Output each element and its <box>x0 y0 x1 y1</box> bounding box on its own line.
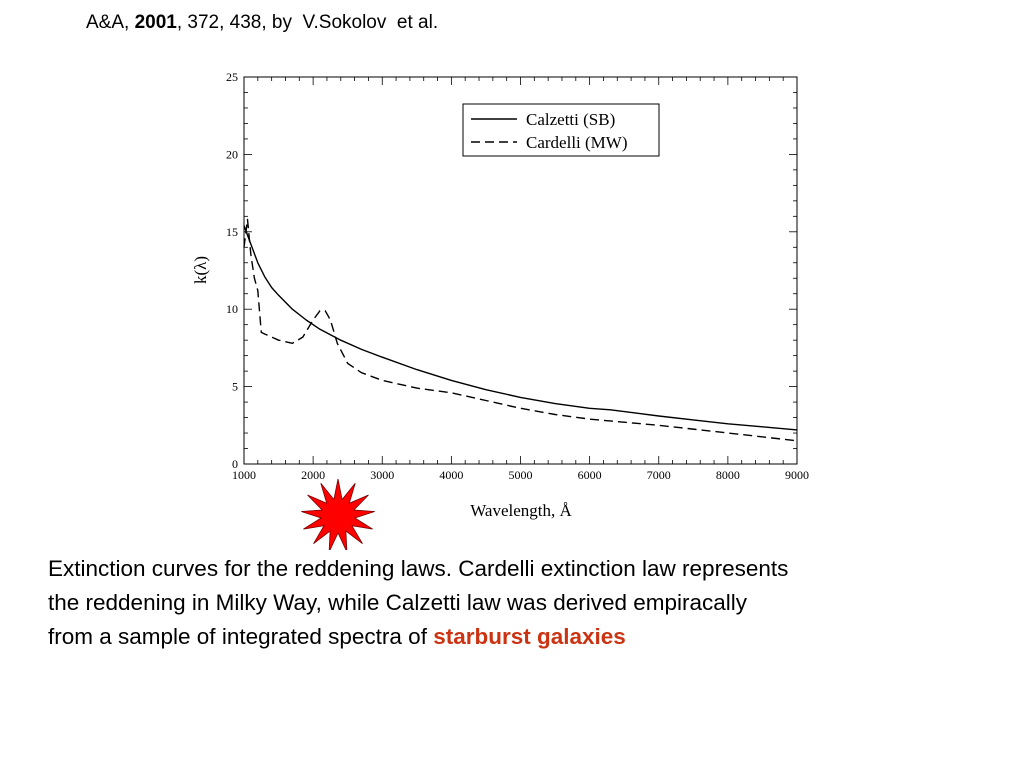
caption-line-3-prefix: from a sample of integrated spectra of <box>48 624 434 649</box>
y-tick-label: 5 <box>232 379 238 394</box>
starburst-shape <box>301 479 374 550</box>
series-line-calzetti <box>244 226 797 430</box>
red-starburst-icon <box>301 479 374 550</box>
x-tick-label: 6000 <box>577 468 602 482</box>
y-tick-label: 15 <box>226 224 238 239</box>
y-tick-label: 25 <box>226 70 238 84</box>
caption-line-2: the reddening in Milky Way, while Calzetti law was derived empiracally <box>48 590 748 615</box>
x-tick-label: 5000 <box>508 468 533 482</box>
citation-year: 2001 <box>134 12 177 33</box>
citation-rest: , 372, 438, by V.Sokolov et al. <box>176 12 439 33</box>
y-tick-label: 0 <box>232 457 238 471</box>
series-line-cardelli <box>244 219 797 440</box>
x-tick-label: 3000 <box>370 468 395 482</box>
y-tick-label: 10 <box>226 302 238 317</box>
x-tick-label: 1000 <box>232 468 256 482</box>
legend-label-calzetti: Calzetti (SB) <box>526 110 616 129</box>
caption-line-1: Extinction curves for the reddening laws. Cardelli extinction law represents <box>48 556 789 581</box>
legend-label-cardelli: Cardelli (MW) <box>526 133 628 152</box>
extinction-chart <box>191 70 809 520</box>
y-tick-label: 20 <box>226 147 238 162</box>
x-tick-label: 8000 <box>715 468 740 482</box>
x-tick-label: 2000 <box>301 468 326 482</box>
y-axis-label: k(λ) <box>191 255 210 285</box>
caption <box>48 552 1008 654</box>
x-tick-label: 4000 <box>439 468 464 482</box>
caption-line-3 <box>48 620 1008 654</box>
x-tick-label: 7000 <box>646 468 671 482</box>
x-axis-label: Wavelength, Å <box>470 501 572 520</box>
citation-journal: A&A, <box>86 12 135 33</box>
x-tick-label: 9000 <box>785 468 809 482</box>
caption-highlight-starburst-galaxies: starburst galaxies <box>433 624 626 649</box>
